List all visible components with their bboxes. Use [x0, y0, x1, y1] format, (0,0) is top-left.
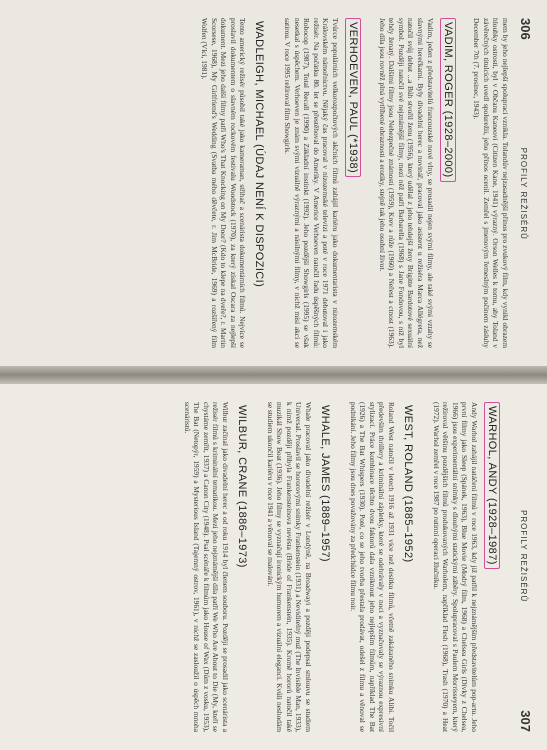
entry-title-wadleigh: WADLEIGH, MICHAEL (ÚDAJ NENÍ K DISPOZICI) — [253, 21, 266, 288]
entry-whale — [265, 402, 342, 732]
entry-title-warhol: WARHOL, ANDY (1928–1987) — [484, 402, 500, 569]
left-page — [0, 0, 547, 366]
entry-verhoeven — [283, 18, 372, 348]
left-page-number: 306 — [518, 18, 533, 40]
entry-text-wadleigh: Tento americký režisér působil také jako kameraman, střihač a scenárista dokumentárních filmů. Nejvíce se proslavil dokumentem o slavném rockovém festivalu Woodstock (1970), za který získal Oscara za nejlepší dokument. Mezi jeho další filmy patří Who's That Knocking on My Door? (Kdo to klepe na dveře?, r. Martin Scorsese, 1968), My Girlfriend's Wedding (Svatba mého děvčete, r. Jim McBride, 1969) a rozšířený film Wolfen (Vlci, 1981). — [200, 18, 248, 348]
entry-west — [348, 402, 425, 732]
entry-wadleigh — [200, 18, 277, 348]
entry-text-west: Roland West natočil v letech 1916 až 1931 více než desítku filmů, včetně zakázaného snímku Alibi. Točil především thrillery a kriminální zápletky, které se odehrávaly v noci a vyznačovaly se výraznou expresivní stylizací. Práce kombinace těchto dvou faktorů dala vzniknout jeho nejlepším filmům, například The Bat (1926) a The Bat Whispers (1930). Poté, co se jeho tvorba přestala prodávat, odešel z filmu a věnoval se podnikání. Jeho filmy jsou dnes považovány za předchůdce filmu noir. — [348, 402, 397, 732]
entry-title-verhoeven: VERHOEVEN, PAUL (*1938) — [345, 18, 361, 177]
right-page-number: 307 — [518, 710, 533, 732]
entry-title-west: WEST, ROLAND (1885–1952) — [402, 405, 415, 563]
entry-title-vadim: VADIM, ROGER (1928–2000) — [440, 18, 456, 182]
entry-text-whale: Whale pracoval jako divadelní režisér v Londýně, na Broadwayi a později podepsal smlouvu se studiem Universal. Proslavil se hororovými snímky Frankenstein (1931) a Neviditelný muž (The Invisible Man, 1933), k nimž později přibyla Frankensteinova nevěsta (Bride of Frankenstein, 1935). Kromě hororů natočil také muzikál Show Boat (1936). Jeho filmy se vyznačují ironickým humorem a vizuální elegancí. Kvůli neshodám se studiem ukončil kariéru v roce 1941 a věnoval se malování. — [265, 402, 314, 732]
entry-text-verhoeven: Tvůrce populárních velkorozpočtových akčních filmů zahájil kariéru jako dokumentarista v nizozemském Královském námořnictvu. Nějaký čas pracoval v nizozemské televizi a poté v roce 1971 debutoval i jako režisér. Na počátku 80. let se přestěhoval do Ameriky. V Americe Verhoeven natočil řadu úspěšných filmů: Robocop (1987), Total Recall (1990) a Základní instinkt (1992). Jeho pozdější Showgirls (1995) se však nesetkal s úspěchem. Verhoeven je znám svými vizuálně výraznými a násilnými filmy, v nichž mísí akci se satirou. V roce 1995 režíroval film Showgirls. — [283, 18, 341, 348]
book-gutter — [0, 366, 547, 384]
left-intro-paragraph: mem by jeho nejlepší spoluprací vznikla. Tolandův nejzasadnější přínos pro zvukový film, kdy vynikl obrazem hloubky ostrosti, byl v Občanu Kaneovi (Citizen Kane, 1941) výrazný. Orson Welles k tomu, aby Toland v závěrečných titulcích uvedl spolurežii, jeho přínos ocenil. Zemřel s jmenovým řemeslným počinem zásluhy December 7th (7. prosinec, 1943). — [472, 18, 510, 348]
right-running-head — [518, 402, 533, 732]
entry-title-wilbur: WILBUR, CRANE (1886–1973) — [236, 405, 249, 568]
left-running-title: PROFILY REŽISÉRŮ — [519, 147, 528, 240]
entry-text-warhol: Andy Warhol zahájil natáčení filmů v roce 1963, kdy již patřil k nejznámějším představitelům pop-artu. Jeho první filmy jako Sleep (Spánek, 1963), Blue Movie (Modrý film, 1968) a Chelsea Girls (Dívky z Chelsea, 1966) jsou experimentální snímky s dlouhými statickými záběry. Spolupracoval s Paulem Morrisseyem, který režíroval většinu pozdějších filmů produkovaných Warholem, například Flesh (1968), Trash (1970) a Heat (1972). Warhol zemřel v roce 1987 po rutinní operaci žlučníku. — [431, 402, 479, 732]
left-running-head — [518, 18, 533, 348]
right-running-title: PROFILY REŽISÉRŮ — [519, 510, 528, 603]
entry-text-vadim: Vadim, jeden z představitelů francouzské nové vlny, se prosadil nejen svými filmy, ale také svými vztahy se slavnými herečkami. Byly divadelní herec a novinář, pracoval jako asistent u režiséra Marca Allégreta, než natočil svůj debut ...a Bůh stvořil ženu (1956), který udělal z jeho tehdejší ženy Brigitte Bardotové sexuální symbol. Později natočil své nejznámější filmy, mezi něž patří Barbarella (1968) s Jane Fondovou, s níž byl tehdy ženatý. Dalšími filmy jsou Nebezpečné známosti (1959), Krev a růže (1960) a Neřest a ctnost (1963). Jeho díla jsou rovněž plná vytříbené obraznosti a erotiky, stejně tak jeho osobní život. — [377, 18, 435, 348]
entry-wilbur — [182, 402, 259, 732]
entry-vadim — [377, 18, 466, 348]
entry-warhol — [431, 402, 510, 732]
entry-text-wilbur: Wilbur začínal jako divadelní herec a od roku 1914 byl členem souboru. Později se prosadil jako scenárista a režisér filmů s kriminální tematikou. Mezi jeho nejznámější díla patří We Who Are About to Die (My, kteří se chystáme zemřít, 1937) a Canon City (1948). Psal scénáře k filmům jako House of Wax (Dům z vosku, 1953), The Bat (Netopýr, 1959) a Mysterious Island (Tajemný ostrov, 1961), v nichž se zasloužil o úspěch mnoha scenáristů. — [182, 402, 231, 732]
right-page — [0, 384, 547, 750]
entry-title-whale: WHALE, JAMES (1889–1957) — [319, 405, 332, 562]
